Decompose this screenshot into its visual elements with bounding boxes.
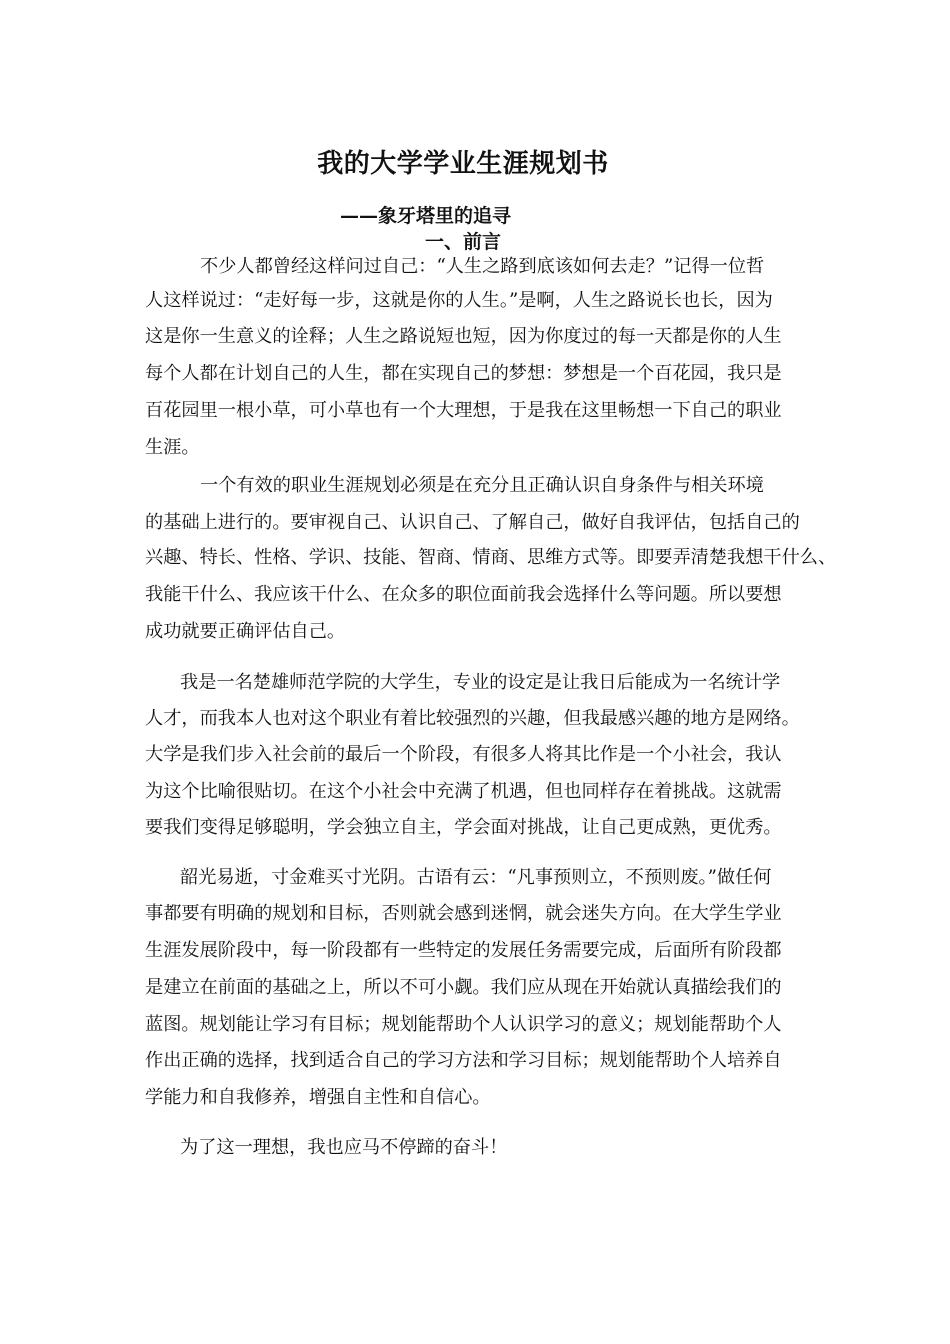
text-line: 生涯。: [145, 437, 200, 458]
text-line: 蓝图。规划能让学习有目标；规划能帮助个人认识学习的意义；规划能帮助个人: [145, 1014, 782, 1035]
text-line: 作出正确的选择，找到适合自己的学习方法和学习目标；规划能帮助个人培养自: [145, 1050, 782, 1071]
text-line: 韶光易逝，寸金难买寸光阴。古语有云：“凡事预则立，不预则废。”做任何: [180, 867, 772, 888]
text-line: 人这样说过：“走好每一步，这就是你的人生。”是啊，人生之路说长也长，因为: [145, 290, 773, 311]
text-line: 我能干什么、我应该干什么、在众多的职位面前我会选择什么等问题。所以要想: [145, 584, 782, 605]
text-line: 为这个比喻很贴切。在这个小社会中充满了机遇，但也同样存在着挑战。这就需: [145, 781, 782, 802]
text-line: 为了这一理想，我也应马不停蹄的奋斗！: [180, 1137, 508, 1158]
text-line: 兴趣、特长、性格、学识、技能、智商、情商、思维方式等。即要弄清楚我想干什么、: [145, 547, 837, 568]
text-line: 成功就要正确评估自己。: [145, 621, 346, 642]
text-line: 我是一名楚雄师范学院的大学生，专业的设定是让我日后能成为一名统计学: [180, 672, 781, 693]
text-line: 生涯发展阶段中，每一阶段都有一些特定的发展任务需要完成，后面所有阶段都: [145, 940, 782, 961]
document-subtitle: ——象牙塔里的追寻: [340, 205, 512, 227]
text-line: 是建立在前面的基础之上，所以不可小觑。我们应从现在开始就认真描绘我们的: [145, 977, 782, 998]
text-line: 的基础上进行的。要审视自己、认识自己、了解自己，做好自我评估，包括自己的: [145, 512, 800, 533]
text-line: 学能力和自我修养，增强自主性和自信心。: [145, 1087, 491, 1108]
text-line: 一个有效的职业生涯规划必须是在充分且正确认识自身条件与相关环境: [200, 475, 764, 496]
text-line: 每个人都在计划自己的人生，都在实现自己的梦想：梦想是一个百花园，我只是: [145, 363, 782, 384]
text-line: 不少人都曾经这样问过自己：“人生之路到底该如何去走？”记得一位哲: [200, 256, 765, 277]
text-line: 百花园里一根小草，可小草也有一个大理想，于是我在这里畅想一下自己的职业: [145, 400, 782, 421]
text-line: 要我们变得足够聪明，学会独立自主，学会面对挑战，让自己更成熟，更优秀。: [145, 817, 782, 838]
section-heading-preface: 一、前言: [425, 231, 502, 253]
text-line: 大学是我们步入社会前的最后一个阶段，有很多人将其比作是一个小社会，我认: [145, 744, 782, 765]
text-line: 事都要有明确的规划和目标，否则就会感到迷惘，就会迷失方向。在大学生学业: [145, 903, 782, 924]
document-title: 我的大学学业生涯规划书: [317, 149, 609, 179]
text-line: 人才，而我本人也对这个职业有着比较强烈的兴趣，但我最感兴趣的地方是网络。: [145, 708, 800, 729]
text-line: 这是你一生意义的诠释；人生之路说短也短，因为你度过的每一天都是你的人生: [145, 326, 782, 347]
